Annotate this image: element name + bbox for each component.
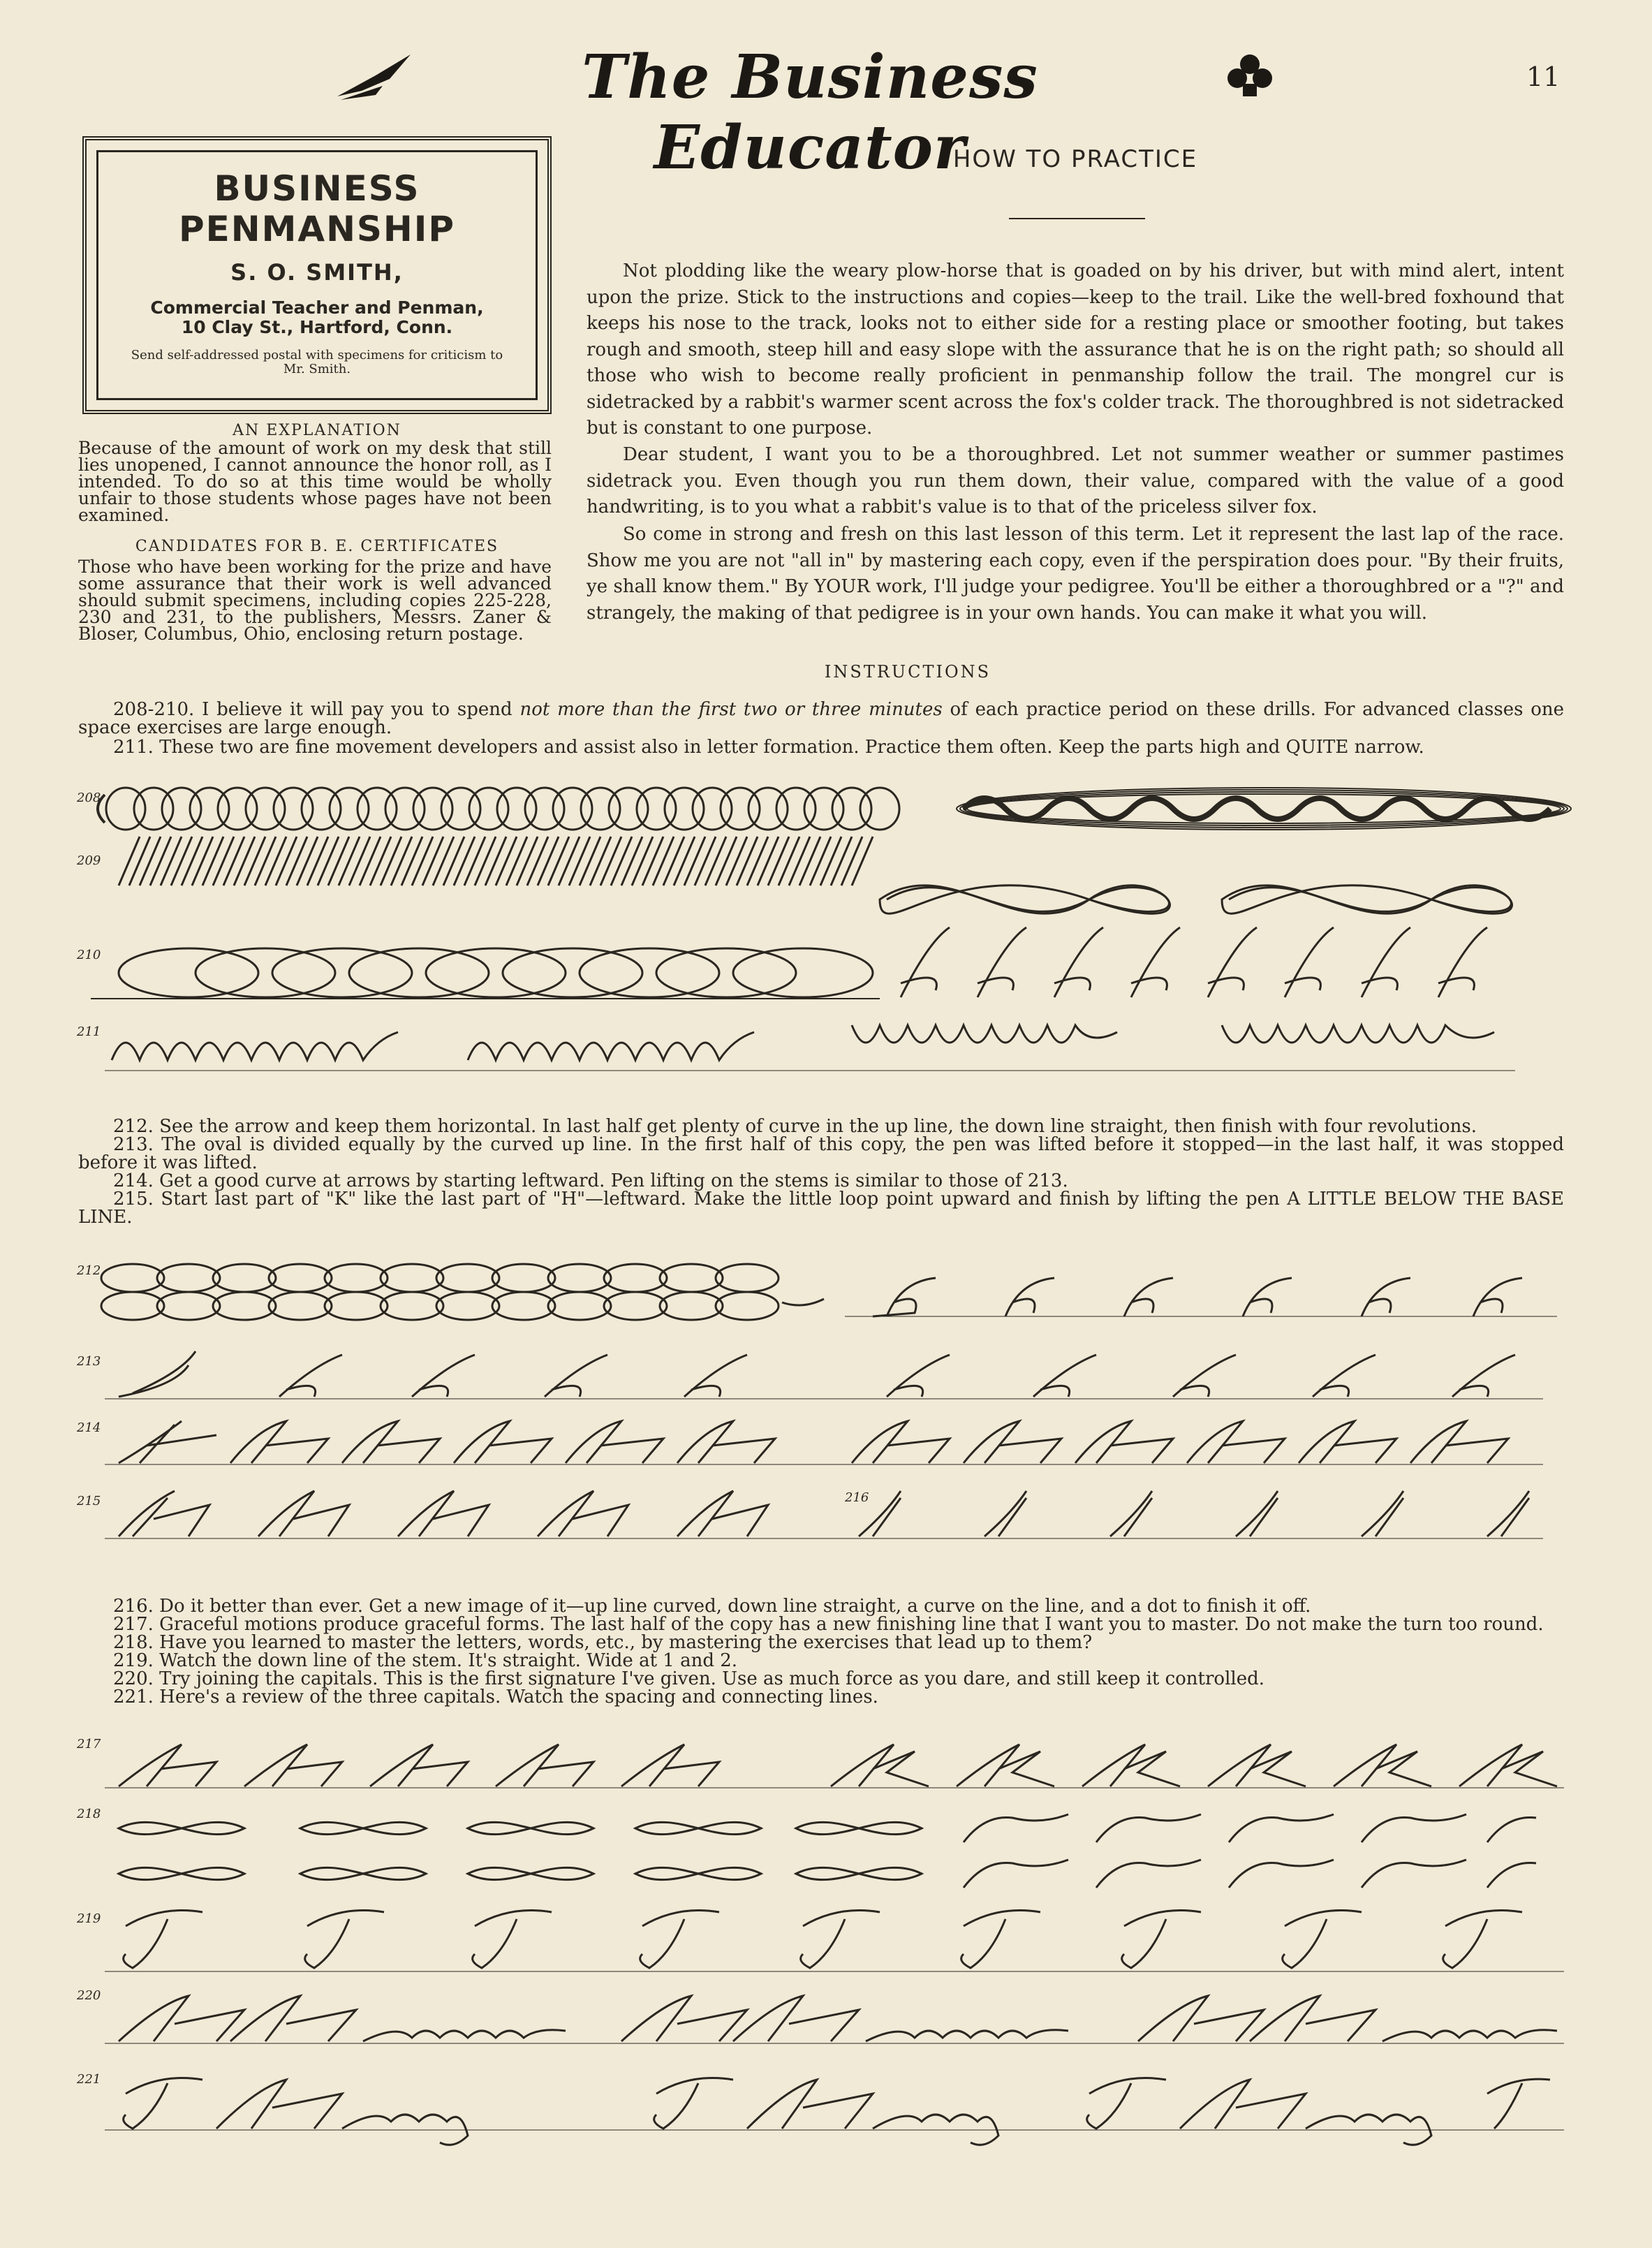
box-author: S. O. SMITH,	[230, 259, 404, 286]
drill-218-loops	[119, 1814, 1536, 1888]
copy-number-208: 208	[77, 791, 101, 805]
copy-number-218: 218	[77, 1807, 101, 1821]
instruction-221: 221. Here's a review of the three capitals. Watch the spacing and connecting lines.	[113, 1687, 878, 1707]
instruction-208-210-start: 208-210. I believe it will pay you to spend	[113, 699, 520, 720]
page-number: 11	[1526, 61, 1561, 92]
box-note: Send self-addressed postal with specimens for criticism to Mr. Smith.	[131, 348, 503, 376]
instruction-214: 214. Get a good curve at arrows by starting leftward. Pen lifting on the stems is similar to those of 213.	[113, 1170, 1068, 1191]
title-rule	[1009, 218, 1145, 219]
instruction-211: 211. These two are fine movement developers and assist also in letter formation. Practice them often. Keep the parts high and QUITE narrow.	[113, 737, 1424, 758]
instruction-215: 215. Start last part of "K" like the last part of "H"—leftward. Make the little loop point upward and finish by lifting the pen A LITTLE BELOW THE BASE LINE.	[78, 1189, 1564, 1228]
instruction-220: 220. Try joining the capitals. This is the first signature I've given. Use as much force as you dare, and still keep it controlled.	[113, 1668, 1265, 1689]
drill-212-ovals	[101, 1264, 824, 1320]
copy-number-213: 213	[77, 1354, 101, 1369]
exercise-plate-208-211	[77, 781, 1578, 1088]
copy-number-211: 211	[77, 1024, 101, 1039]
drill-215-k	[105, 1491, 1543, 1538]
drill-208-ovals-left	[98, 788, 899, 830]
signature-221-king	[105, 2078, 1564, 2145]
copy-number-216: 216	[845, 1490, 869, 1505]
copy-number-210: 210	[77, 948, 101, 962]
signature-220-homer	[105, 1996, 1564, 2043]
practice-title: HOW TO PRACTICE	[952, 145, 1198, 173]
candidates-heading: CANDIDATES FOR B. E. CERTIFICATES	[135, 538, 499, 555]
drill-210-stems	[901, 927, 1487, 997]
emblem-ornament-icon	[1222, 50, 1278, 99]
instruction-208-210-end: of each practice period on these drills. For advanced classes one space exercises are large enough.	[78, 699, 1564, 738]
exercise-plate-217-221	[77, 1731, 1578, 2150]
instructions-212-215	[78, 1117, 1564, 1226]
quill-pen-icon	[334, 47, 418, 103]
explanation-heading: AN EXPLANATION	[233, 422, 401, 439]
box-role	[87, 298, 547, 337]
copy-number-219: 219	[77, 1911, 101, 1926]
practice-paragraph-2: Dear student, I want you to be a thoroughbred. Let not summer weather or summer pastimes sidetrack you. Even though you run them down, their value, compared with the value of a good handwriting, is to you what a rabbit's value is to that of the priceless silver fox.	[587, 444, 1564, 517]
exercise-plate-212-216	[77, 1261, 1578, 1568]
drill-219-f	[105, 1911, 1564, 1972]
masthead-title: The Business Educator	[582, 42, 1038, 183]
copy-number-220: 220	[77, 1988, 101, 2003]
practice-paragraph-3: So come in strong and fresh on this last lesson of this term. Let it represent the last lap of the race. Show me you are not "all in" by mastering each copy, even if the perspiration does pour. "By their fruits, ye shall know them." By YOUR work, I'll judge your pedigree. You'll be either a thoroughbred or a "?" and strangely, the making of that pedigree is in your own hands. You can make it what you will.	[587, 524, 1564, 624]
drill-208-ovals-right	[957, 788, 1571, 830]
copy-number-209: 209	[77, 853, 101, 868]
drill-213-stems	[105, 1351, 1543, 1399]
instruction-216: 216. Do it better than ever. Get a new image of it—up line curved, down line straight, a curve on the line, and a dot to finish it off.	[113, 1596, 1311, 1617]
penmanship-header-box	[82, 136, 552, 414]
drill-212-letters	[845, 1278, 1557, 1316]
drill-214-h	[105, 1421, 1543, 1464]
instructions-heading: INSTRUCTIONS	[824, 662, 991, 682]
instructions-216-221	[78, 1597, 1564, 1706]
instruction-217: 217. Graceful motions produce graceful forms. The last half of the copy has a new finishing line that I want you to master. Do not make the turn too round.	[113, 1614, 1544, 1635]
explanation-body: Because of the amount of work on my desk that still lies unopened, I cannot announce the honor roll, as I intended. To do so at this time would be wholly unfair to those students whose pages have not been examined.	[78, 438, 552, 525]
copy-number-214: 214	[77, 1420, 101, 1435]
instruction-213: 213. The oval is divided equally by the curved up line. In the first half of this copy, the pen was lifted before it stopped—in the last half, it was stopped before it was lifted.	[78, 1134, 1564, 1173]
box-role-line-2: 10 Clay St., Hartford, Conn.	[181, 317, 453, 337]
box-role-line-1: Commercial Teacher and Penman,	[150, 297, 484, 318]
instruction-218: 218. Have you learned to master the letters, words, etc., by mastering the exercises that lead up to them?	[113, 1632, 1093, 1653]
drill-217-hk	[105, 1744, 1564, 1788]
instruction-219: 219. Watch the down line of the stem. It's straight. Wide at 1 and 2.	[113, 1650, 738, 1671]
drill-211-m-u	[105, 1025, 1515, 1071]
instruction-212: 212. See the arrow and keep them horizontal. In last half get plenty of curve in the up line, the down line straight, then finish with four revolutions.	[113, 1116, 1477, 1137]
copy-number-215: 215	[77, 1494, 101, 1508]
box-title: BUSINESS PENMANSHIP	[178, 168, 456, 249]
practice-paragraph-1: Not plodding like the weary plow-horse that is goaded on by his driver, but with mind alert, intent upon the prize. Stick to the instructions and copies—keep to the trail. Like the well-bred foxhound that keeps his nose to the track, looks not to either side for a resting place or smoother footing, but takes rough and smooth, steep hill and easy slope with the assurance that he is on the right path; so should all those who wish to become really proficient in penmanship follow the trail. The mongrel cur is sidetracked by a rabbit's warmer scent across the fox's colder track. The thoroughbred is not sidetracked but is constant to one purpose.	[587, 260, 1564, 439]
instruction-208-210-emphasis: not more than the first two or three minutes	[519, 699, 943, 720]
copy-number-212: 212	[77, 1263, 101, 1278]
instruction-208-210	[78, 700, 1564, 737]
drill-209-push-pull	[119, 837, 873, 886]
drill-209-loops	[880, 886, 1512, 913]
candidates-body: Those who have been working for the prize and have some assurance that their work is well advanced should submit specimens, including copies 225-228, 230 and 231, to the publishers, Messrs. Zaner & Bloser, Columbus, Ohio, enclosing return postage.	[78, 557, 552, 644]
copy-number-221: 221	[77, 2072, 101, 2087]
drill-210-ovals	[91, 948, 880, 999]
copy-number-217: 217	[77, 1737, 101, 1751]
